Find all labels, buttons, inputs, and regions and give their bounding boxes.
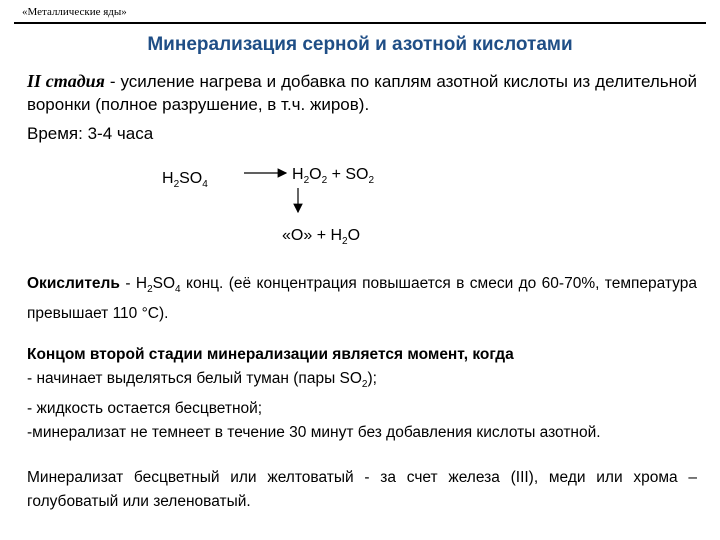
end-condition-block [27, 343, 697, 445]
final-note: Минерализат бесцветный или желтоватый - за счет железа (III), меди или хрома – голубоватый или зеленоватый. [27, 469, 697, 510]
time-value: 3-4 часа [82, 124, 154, 143]
slide-title: Минерализация серной и азотной кислотами [147, 34, 573, 55]
header-small-title: «Металлические яды» [22, 6, 127, 18]
stage-time [27, 124, 153, 144]
formula-reactant: $H_2SO_4$ [162, 170, 208, 191]
stage-text: усиление нагрева и добавка по каплям азотной кислоты из делительной воронки (полное разрушение, в т.ч. жиров). [27, 72, 697, 114]
oxidizer-paragraph: Окислитель - $H_2SO_4$ конц. (её концентрация повышается в смеси до 60-70%, температура превышает 110 °C). [27, 275, 697, 323]
end-condition-item-1: - начинает выделяться белый туман (пары $SO_2$); [27, 370, 377, 391]
stage-label: II стадия [27, 71, 105, 91]
end-condition-title: Концом второй стадии минерализации является момент, когда [27, 346, 514, 363]
end-condition-item-2: - жидкость остается бесцветной; [27, 400, 263, 418]
oxidizer-text: конц. (её концентрация повышается в смеси до 60-70%, температура превышает 110 °C). [27, 275, 697, 323]
stage-dash: - [104, 72, 121, 91]
formula-product-1: $H_2O_2 + SO_2$ [292, 166, 375, 187]
formula-product-2: «O» + $H_2O$ [282, 227, 361, 248]
time-label: Время: [27, 124, 83, 143]
header-divider [14, 22, 706, 24]
end-condition-item-3: -минерализат не темнеет в течение 30 минут без добавления кислоты азотной. [27, 424, 601, 442]
stage-description [27, 70, 697, 116]
oxidizer-label: Окислитель [27, 275, 120, 292]
